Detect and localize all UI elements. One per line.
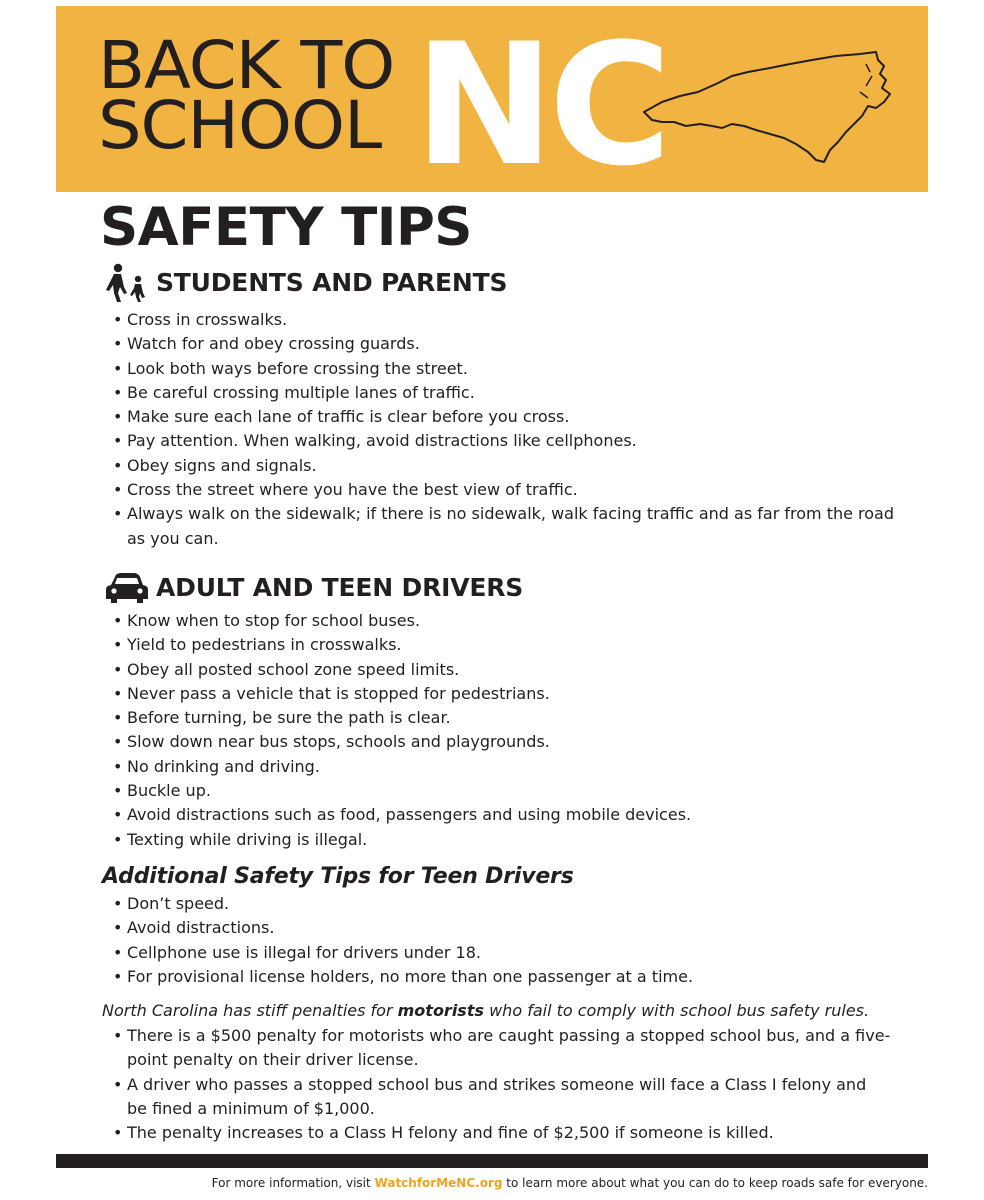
section-students-parents-heading (104, 263, 507, 303)
list-item: • Always walk on the sidewalk; if there is no sidewalk, walk facing traffic and as far from the road (113, 502, 894, 526)
banner-line-1: BACK TO (98, 27, 395, 104)
section-heading: ADULT AND TEEN DRIVERS (156, 573, 524, 602)
list-item: • Cross in crosswalks. (113, 308, 894, 332)
list-item: • Obey signs and signals. (113, 454, 894, 478)
list-item: • No drinking and driving. (113, 755, 691, 779)
list-item: • Cellphone use is illegal for drivers under 18. (113, 941, 693, 965)
teen-drivers-heading: Additional Safety Tips for Teen Drivers (102, 864, 574, 889)
list-item: • Know when to stop for school buses. (113, 609, 691, 633)
list-item-continuation: be fined a minimum of $1,000. (127, 1098, 375, 1118)
back-to-school-wordmark (98, 27, 395, 164)
section-adult-teen-drivers-heading (104, 568, 523, 608)
list-item: • Before turning, be sure the path is clear. (113, 706, 691, 730)
list-item: • The penalty increases to a Class H felony and fine of $2,500 if someone is killed. (113, 1121, 890, 1145)
list-item: • Look both ways before crossing the street. (113, 357, 894, 381)
footer-website-link[interactable]: WatchforMeNC.org (374, 1176, 503, 1190)
penalties-intro-bold: motorists (397, 1001, 484, 1020)
banner-state-abbrev: NC (414, 7, 666, 203)
adult-teen-drivers-list (113, 609, 691, 852)
list-item: • Avoid distractions. (113, 916, 693, 940)
list-item: • Watch for and obey crossing guards. (113, 332, 894, 356)
section-heading: STUDENTS AND PARENTS (156, 268, 508, 297)
list-item: • Buckle up. (113, 779, 691, 803)
list-item-continuation: as you can. (127, 528, 219, 548)
north-carolina-outline-icon (640, 46, 896, 170)
penalties-intro (102, 999, 869, 1023)
page-title: SAFETY TIPS (100, 197, 472, 258)
list-item: • Cross the street where you have the best view of traffic. (113, 478, 894, 502)
list-item: • Obey all posted school zone speed limits. (113, 658, 691, 682)
list-item: • There is a $500 penalty for motorists who are caught passing a stopped school bus, and a five- (113, 1024, 890, 1048)
footer-text-before: For more information, visit (211, 1176, 375, 1190)
footer-text-after: to learn more about what you can do to keep roads safe for everyone. (502, 1176, 928, 1190)
footer-text (212, 1174, 928, 1192)
list-item: • Pay attention. When walking, avoid distractions like cellphones. (113, 429, 894, 453)
header-banner (56, 6, 928, 203)
penalties-intro-before: North Carolina has stiff penalties for (102, 1001, 398, 1020)
list-item: • Be careful crossing multiple lanes of traffic. (113, 381, 894, 405)
penalties-list (113, 1024, 890, 1145)
students-parents-list (113, 308, 894, 551)
footer-divider (56, 1154, 928, 1168)
list-item: • Don’t speed. (113, 892, 693, 916)
car-icon (104, 568, 150, 608)
list-item-continuation: point penalty on their driver license. (127, 1050, 419, 1070)
banner-line-2: SCHOOL (98, 87, 382, 164)
list-item: • For provisional license holders, no more than one passenger at a time. (113, 965, 693, 989)
list-item: • Slow down near bus stops, schools and playgrounds. (113, 730, 691, 754)
pedestrians-icon (104, 263, 150, 303)
list-item: • Avoid distractions such as food, passengers and using mobile devices. (113, 803, 691, 827)
teen-drivers-list (113, 892, 693, 989)
list-item: • Texting while driving is illegal. (113, 828, 691, 852)
list-item: • Make sure each lane of traffic is clear before you cross. (113, 405, 894, 429)
list-item: • Never pass a vehicle that is stopped for pedestrians. (113, 682, 691, 706)
list-item: • A driver who passes a stopped school bus and strikes someone will face a Class I felony and (113, 1073, 890, 1097)
penalties-intro-after: who fail to comply with school bus safety rules. (484, 1001, 870, 1020)
list-item: • Yield to pedestrians in crosswalks. (113, 633, 691, 657)
